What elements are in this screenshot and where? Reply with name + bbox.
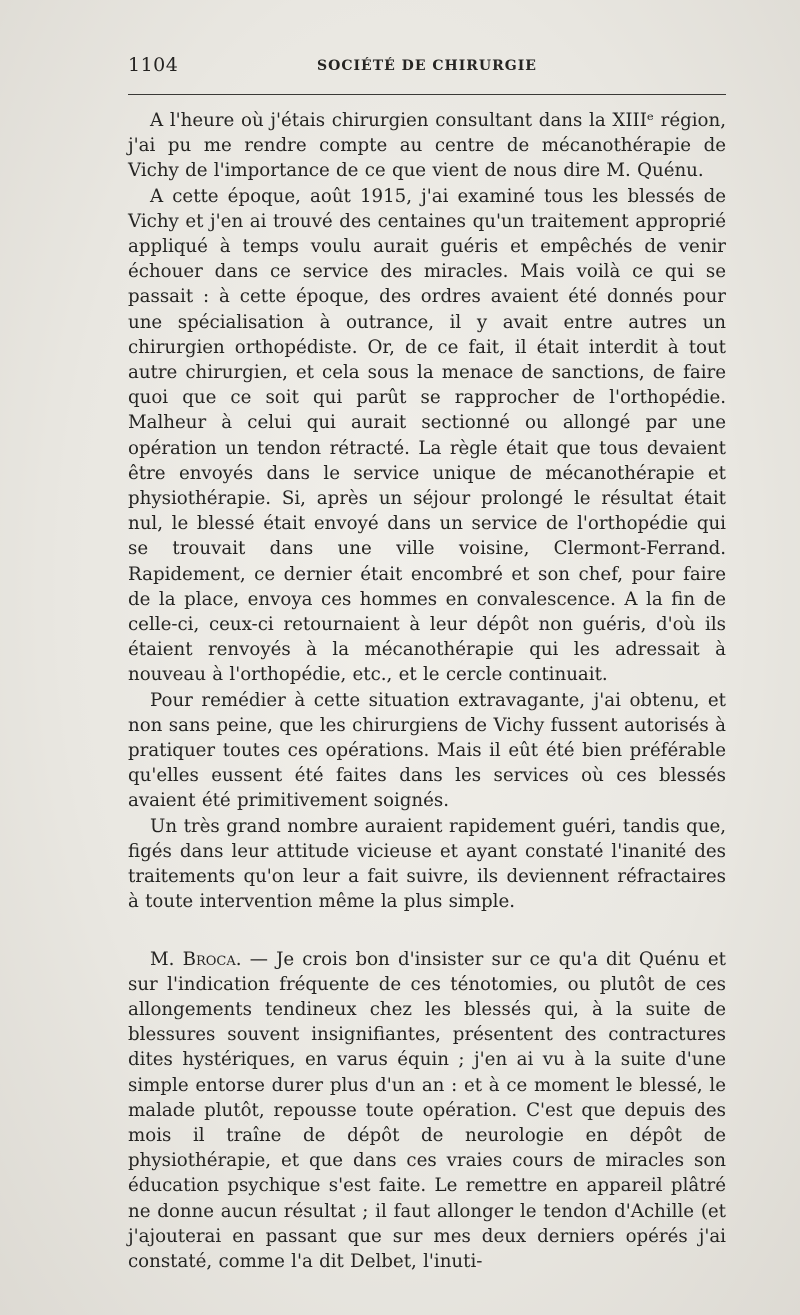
paragraph-1: A l'heure où j'étais chirurgien consultant dans la XIIIᵉ région, j'ai pu me rendre compte au centre de mécanothérapie de Vichy de l'importance de ce que vient de nous dire M. Quénu. xyxy=(128,110,726,182)
body-text xyxy=(128,108,726,1274)
page-number: 1104 xyxy=(128,54,179,76)
paragraph-broca xyxy=(128,947,726,1275)
paragraph-3: Pour remédier à cette situation extravagante, j'ai obtenu, et non sans peine, que les chirurgiens de Vichy fussent autorisés à pratiquer toutes ces opérations. Mais il eût été bien préférable qu'elles eussent été faites dans les services où ces blessés avaient été primitivement soignés. xyxy=(128,689,726,812)
journal-title: SOCIÉTÉ DE CHIRURGIE xyxy=(317,58,537,74)
running-head xyxy=(128,50,726,80)
header-rule xyxy=(128,94,726,95)
paragraph-2: A cette époque, août 1915, j'ai examiné tous les blessés de Vichy et j'en ai trouvé des centaines qu'un traitement approprié appliqué à temps voulu aurait guéris et empêchés de venir échouer dans ce service des miracles. Mais voilà ce qui se passait : à cette époque, des ordres avaient été donnés pour une spécialisation à outrance, il y avait entre autres un chirurgien orthopédiste. Or, de ce fait, il était interdit à tout autre chirurgien, et cela sous la menace de sanctions, de faire quoi que ce soit qui parût se rapprocher de l'orthopédie. Malheur à celui qui aurait sectionné ou allongé par une opération un tendon rétracté. La règle était que tous devaient être envoyés dans le service unique de mécanothérapie et physiothérapie. Si, après un séjour prolongé le résultat était nul, le blessé était envoyé dans un service de l'orthopédie qui se trouvait dans une ville voisine, Clermont-Ferrand. Rapidement, ce dernier était encombré et son chef, pour faire de la place, envoya ces hommes en convalescence. A la fin de celle-ci, ceux-ci retournaient à leur dépôt non guéris, d'où ils étaient renvoyés à la mécanothérapie qui les adressait à nouveau à l'orthopédie, etc., et le cercle continuait. xyxy=(128,185,726,686)
paragraph-4: Un très grand nombre auraient rapidement guéri, tandis que, figés dans leur attitude vicieuse et ayant constaté l'inanité des traitements qu'on leur a fait suivre, ils deviennent réfractaires à toute intervention même la plus simple. xyxy=(128,815,726,913)
speaker-name: M. Broca. xyxy=(150,948,242,970)
speaker-text: — Je crois bon d'insister sur ce qu'a dit Quénu et sur l'indication fréquente de ces ténotomies, ou plutôt de ces allongements tendineux chez les blessés qui, à la suite de blessures souvent insignifiantes, présentent des contractures dites hystériques, en varus équin ; j'en ai vu à la suite d'une simple entorse durer plus d'un an : et à ce moment le blessé, le malade plutôt, repousse toute opération. C'est que depuis des mois il traîne de dépôt de neurologie en dépôt de physiothérapie, et que dans ces vraies cours de miracles son éducation psychique s'est faite. Le remettre en appareil plâtré ne donne aucun résultat ; il faut allonger le tendon d'Achille (et j'ajouterai en passant que sur mes deux derniers opérés j'ai constaté, comme l'a dit Delbet, l'inuti- xyxy=(128,948,726,1272)
